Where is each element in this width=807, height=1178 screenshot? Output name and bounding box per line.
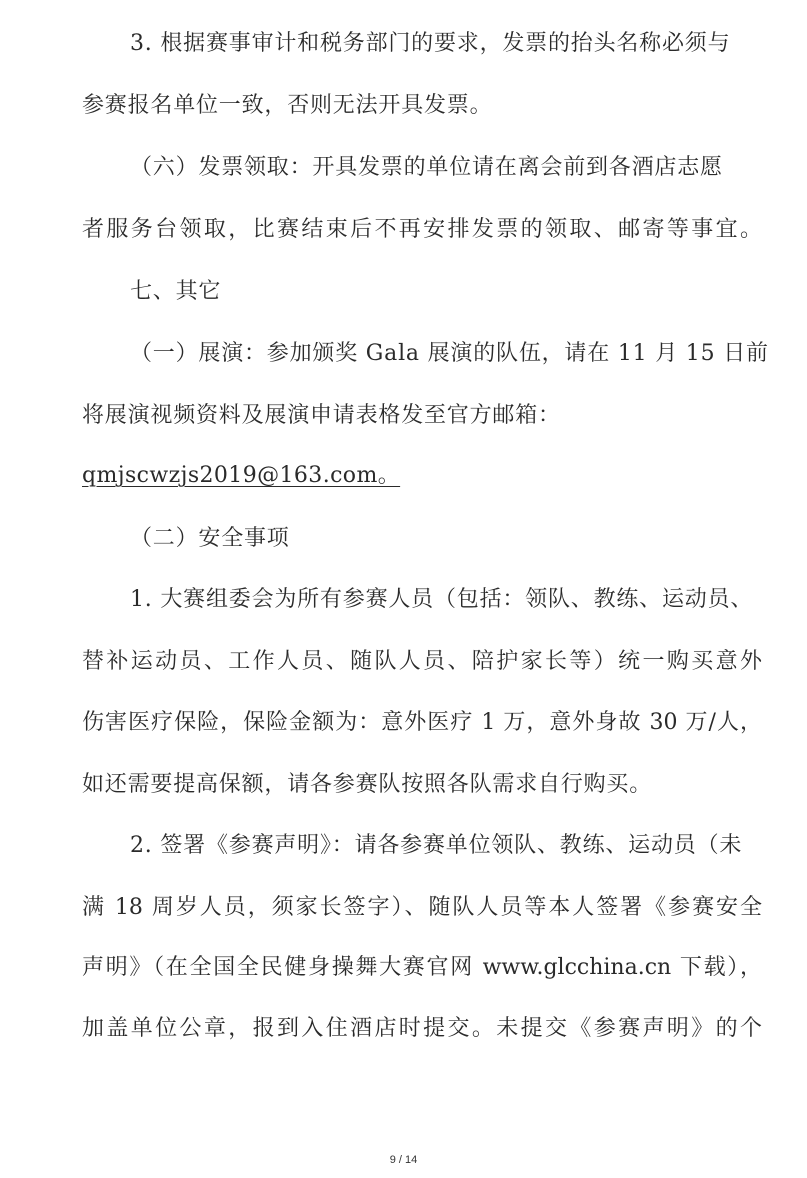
paragraph-line: 加盖单位公章，报到入住酒店时提交。未提交《参赛声明》的个 (82, 1016, 762, 1041)
subsection-heading: （二）安全事项 (130, 526, 290, 551)
paragraph-line: 将展演视频资料及展演申请表格发至官方邮箱： (82, 403, 561, 428)
paragraph-line: （一）展演：参加颁奖 Gala 展演的队伍，请在 11 月 15 日前 (130, 341, 769, 366)
paragraph-line: 伤害医疗保险，保险金额为：意外医疗 1 万，意外身故 30 万/人， (82, 710, 762, 735)
paragraph-line: 1. 大赛组委会为所有参赛人员（包括：领队、教练、运动员、 (130, 587, 754, 612)
paragraph-line: 2. 签署《参赛声明》：请各参赛单位领队、教练、运动员（未 (130, 833, 743, 858)
email-link[interactable]: qmjscwzjs2019@163.com。 (82, 463, 401, 488)
paragraph-line: （六）发票领取：开具发票的单位请在离会前到各酒店志愿 (130, 155, 723, 180)
paragraph-line: 声明》（在全国全民健身操舞大赛官网 www.glcchina.cn 下载）， (82, 955, 762, 980)
page-number: 9 / 14 (389, 1154, 418, 1166)
section-heading: 七、其它 (130, 279, 222, 304)
paragraph-line: 如还需要提高保额，请各参赛队按照各队需求自行购买。 (82, 772, 653, 797)
paragraph-line: 参赛报名单位一致，否则无法开具发票。 (82, 93, 493, 118)
paragraph-line: 者服务台领取，比赛结束后不再安排发票的领取、邮寄等事宜。 (82, 217, 762, 242)
paragraph-line: 满 18 周岁人员，须家长签字）、随队人员等本人签署《参赛安全 (82, 895, 762, 920)
paragraph-line: 3. 根据赛事审计和税务部门的要求，发票的抬头名称必须与 (130, 31, 731, 56)
paragraph-line: 替补运动员、工作人员、随队人员、陪护家长等）统一购买意外 (82, 649, 762, 674)
